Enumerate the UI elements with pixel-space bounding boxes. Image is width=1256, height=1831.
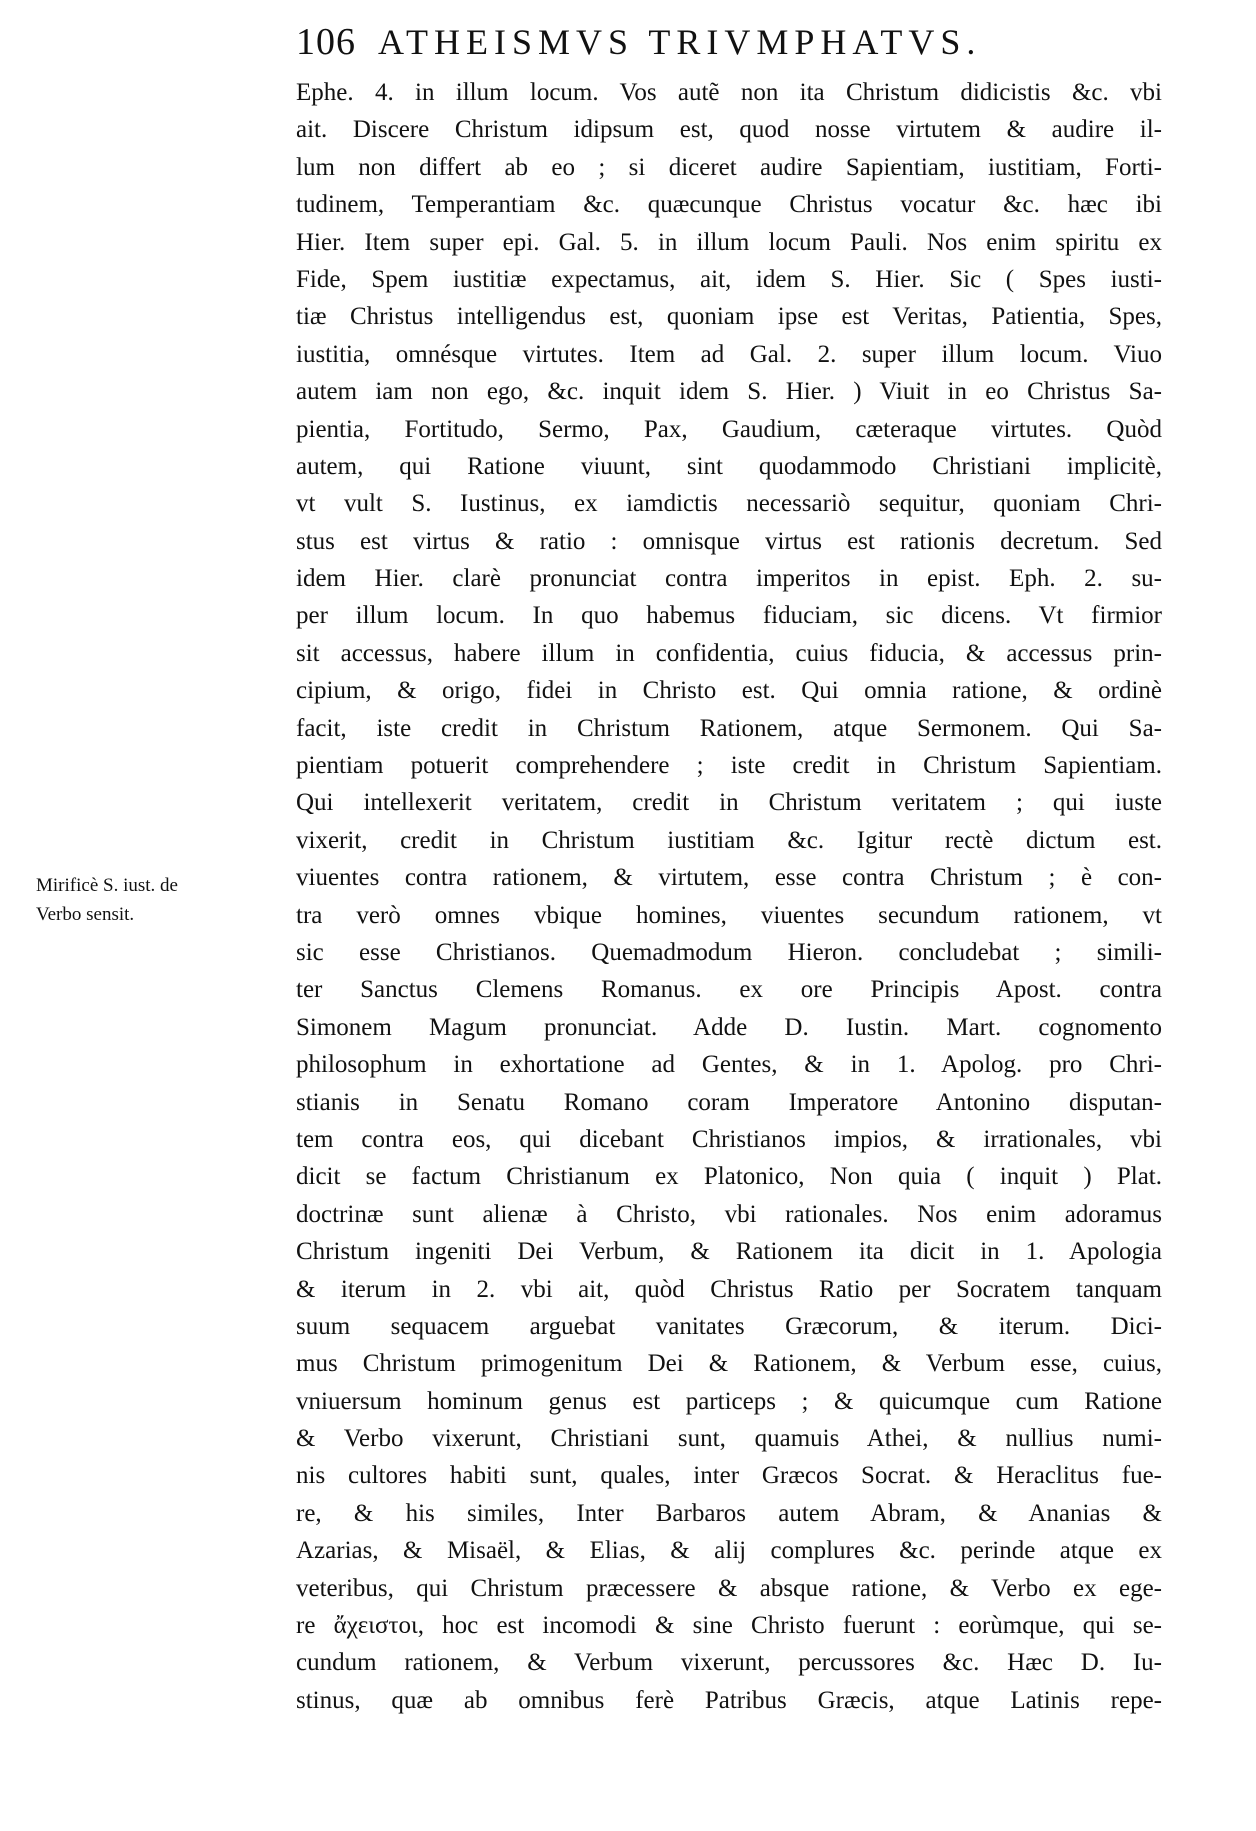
text-line: iustitia, omnésque virtutes. Item ad Gal. 2. super illum locum. Viuo <box>296 340 1162 368</box>
text-line: Fide, Spem iustitiæ expectamus, ait, idem S. Hier. Sic ( Spes iusti- <box>296 265 1162 293</box>
text-line: & Verbo vixerunt, Christiani sunt, quamuis Athei, & nullius numi- <box>296 1425 1162 1453</box>
text-line: re ἄχειστοι, hoc est incomodi & sine Christo fuerunt : eorùmque, qui se- <box>296 1612 1162 1640</box>
text-line: autem iam non ego, &c. inquit idem S. Hier. ) Viuit in eo Christus Sa- <box>296 378 1162 406</box>
text-line: pientiam potuerit comprehendere ; iste credit in Christum Sapientiam. <box>296 752 1162 780</box>
text-line: mus Christum primogenitum Dei & Rationem, & Verbum esse, cuius, <box>296 1350 1162 1378</box>
text-line: per illum locum. In quo habemus fiduciam, sic dicens. Vt firmior <box>296 602 1162 630</box>
text-line: veteribus, qui Christum præcessere & absque ratione, & Verbo ex ege- <box>296 1574 1162 1602</box>
text-line: Simonem Magum pronunciat. Adde D. Iustin. Mart. cognomento <box>296 1013 1162 1041</box>
text-line: facit, iste credit in Christum Rationem, atque Sermonem. Qui Sa- <box>296 714 1162 742</box>
text-line: philosophum in exhortatione ad Gentes, & in 1. Apolog. pro Chri- <box>296 1051 1162 1079</box>
text-line: Hier. Item super epi. Gal. 5. in illum locum Pauli. Nos enim spiritu ex <box>296 228 1162 256</box>
page-number: 106 <box>296 21 356 63</box>
text-line: Azarias, & Misaël, & Elias, & alij complures &c. perinde atque ex <box>296 1537 1162 1565</box>
text-line: Christum ingeniti Dei Verbum, & Rationem ita dicit in 1. Apologia <box>296 1238 1162 1266</box>
text-line: doctrinæ sunt alienæ à Christo, vbi rationales. Nos enim adoramus <box>296 1200 1162 1228</box>
text-line: & iterum in 2. vbi ait, quòd Christus Ratio per Socratem tanquam <box>296 1275 1162 1303</box>
text-line: stus est virtus & ratio : omnisque virtus est rationis decretum. Sed <box>296 527 1162 555</box>
text-line: tem contra eos, qui dicebant Christianos impios, & irrationales, vbi <box>296 1125 1162 1153</box>
text-line: Ephe. 4. in illum locum. Vos autẽ non ita Christum didicistis &c. vbi <box>296 79 1162 106</box>
text-line: ait. Discere Christum idipsum est, quod nosse virtutem & audire il- <box>296 116 1162 144</box>
text-line: autem, qui Ratione viuunt, sint quodammodo Christiani implicitè, <box>296 452 1162 480</box>
text-line: tudinem, Temperantiam &c. quæcunque Christus vocatur &c. hæc ibi <box>296 191 1162 219</box>
text-line: vniuersum hominum genus est particeps ; & quicumque cum Ratione <box>296 1387 1162 1415</box>
text-line: sit accessus, habere illum in confidentia, cuius fiducia, & accessus prin- <box>296 639 1162 667</box>
running-head: ATHEISMVS TRIVMPHATVS. <box>378 22 982 62</box>
margin-note-line: Verbo sensit. <box>36 904 135 925</box>
text-line: Qui intellexerit veritatem, credit in Christum veritatem ; qui iuste <box>296 789 1162 817</box>
text-line: vt vult S. Iustinus, ex iamdictis necessariò sequitur, quoniam Chri- <box>296 490 1162 518</box>
text-line: stianis in Senatu Romano coram Imperatore Antonino disputan- <box>296 1088 1162 1116</box>
text-line: suum sequacem arguebat vanitates Græcorum, & iterum. Dici- <box>296 1312 1162 1340</box>
text-line: dicit se factum Christianum ex Platonico, Non quia ( inquit ) Plat. <box>296 1163 1162 1191</box>
text-line: sic esse Christianos. Quemadmodum Hieron. concludebat ; simili- <box>296 938 1162 966</box>
text-line: nis cultores habiti sunt, quales, inter Græcos Socrat. & Heraclitus fue- <box>296 1462 1162 1490</box>
text-line: stinus, quæ ab omnibus ferè Patribus Græcis, atque Latinis repe- <box>296 1686 1162 1714</box>
text-line: lum non differt ab eo ; si diceret audire Sapientiam, iustitiam, Forti- <box>296 153 1162 181</box>
text-line: tiæ Christus intelligendus est, quoniam ipse est Veritas, Patientia, Spes, <box>296 303 1162 331</box>
text-line: cipium, & origo, fidei in Christo est. Qui omnia ratione, & ordinè <box>296 677 1162 705</box>
text-line: vixerit, credit in Christum iustitiam &c. Igitur rectè dictum est. <box>296 826 1162 854</box>
text-line: cundum rationem, & Verbum vixerunt, percussores &c. Hæc D. Iu- <box>296 1649 1162 1677</box>
margin-note-line: Mirificè S. iust. de <box>36 875 178 896</box>
page-header <box>296 20 1088 76</box>
text-line: re, & his similes, Inter Barbaros autem Abram, & Ananias & <box>296 1499 1162 1527</box>
text-line: ter Sanctus Clemens Romanus. ex ore Principis Apost. contra <box>296 976 1162 1004</box>
text-line: pientia, Fortitudo, Sermo, Pax, Gaudium, cæteraque virtutes. Quòd <box>296 415 1162 443</box>
text-line: idem Hier. clarè pronunciat contra imperitos in epist. Eph. 2. su- <box>296 565 1162 593</box>
body-text <box>296 74 1162 1719</box>
margin-note <box>36 871 286 929</box>
text-line: tra verò omnes vbique homines, viuentes secundum rationem, vt <box>296 901 1162 929</box>
text-line: viuentes contra rationem, & virtutem, esse contra Christum ; è con- <box>296 864 1162 892</box>
